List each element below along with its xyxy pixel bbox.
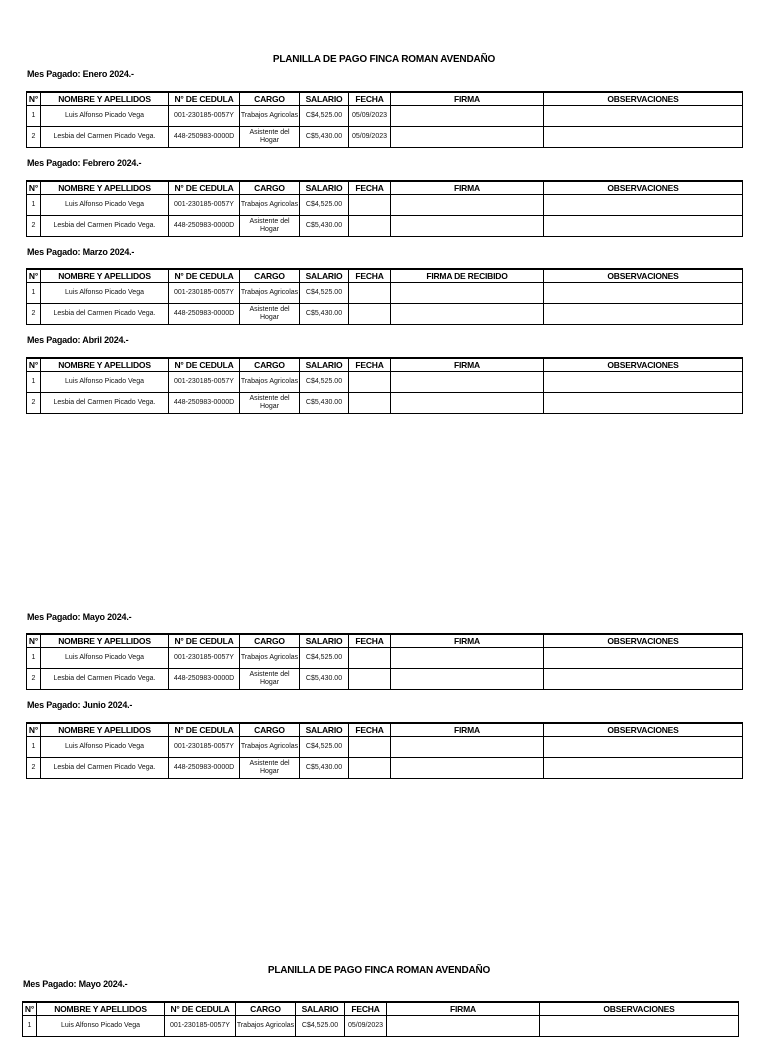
salario: C$5,430.00 [300, 304, 349, 325]
table-row [27, 127, 743, 148]
header-numero: N° [27, 358, 41, 372]
header-cedula: N° DE CEDULA [165, 1002, 236, 1016]
header-fecha: FECHA [349, 269, 391, 283]
employee-name: Luis Alfonso Picado Vega [41, 372, 169, 393]
header-cargo: CARGO [240, 92, 300, 106]
cargo: Asistente del Hogar [240, 304, 300, 325]
firma-cell [391, 195, 544, 216]
header-nombre: NOMBRE Y APELLIDOS [37, 1002, 165, 1016]
employee-name: Lesbia del Carmen Picado Vega. [41, 669, 169, 690]
header-cargo: CARGO [240, 634, 300, 648]
month-label: Mes Pagado: Marzo 2024.- [27, 247, 135, 257]
row-number: 2 [27, 304, 41, 325]
page-title-2: PLANILLA DE PAGO FINCA ROMAN AVENDAÑO [267, 965, 491, 976]
employee-name: Lesbia del Carmen Picado Vega. [41, 127, 169, 148]
row-number: 1 [27, 372, 41, 393]
table-header-row [27, 723, 743, 737]
header-cedula: N° DE CEDULA [169, 181, 240, 195]
firma-cell [391, 758, 544, 779]
header-cargo: CARGO [240, 269, 300, 283]
header-nombre: NOMBRE Y APELLIDOS [41, 269, 169, 283]
header-fecha: FECHA [349, 181, 391, 195]
cedula: 448-250983-0000D [169, 669, 240, 690]
header-fecha: FECHA [349, 634, 391, 648]
table-row [27, 283, 743, 304]
header-numero: N° [23, 1002, 37, 1016]
month-label: Mes Pagado: Mayo 2024.- [23, 979, 128, 989]
header-salario: SALARIO [296, 1002, 345, 1016]
table-row [27, 372, 743, 393]
employee-name: Luis Alfonso Picado Vega [41, 195, 169, 216]
table-row [27, 106, 743, 127]
header-nombre: NOMBRE Y APELLIDOS [41, 634, 169, 648]
row-number: 2 [27, 758, 41, 779]
cedula: 448-250983-0000D [169, 304, 240, 325]
observaciones-cell [544, 283, 743, 304]
header-cargo: CARGO [240, 723, 300, 737]
header-fecha: FECHA [345, 1002, 387, 1016]
firma-cell [391, 216, 544, 237]
payroll-table [26, 180, 743, 237]
month-label: Mes Pagado: Febrero 2024.- [27, 158, 142, 168]
header-salario: SALARIO [300, 181, 349, 195]
firma-cell [391, 106, 544, 127]
header-salario: SALARIO [300, 269, 349, 283]
payroll-table [22, 1001, 739, 1037]
fecha [349, 304, 391, 325]
header-firma: FIRMA [391, 358, 544, 372]
salario: C$4,525.00 [300, 195, 349, 216]
cargo: Trabajos Agricolas [240, 648, 300, 669]
row-number: 1 [27, 106, 41, 127]
table-row [27, 393, 743, 414]
employee-name: Luis Alfonso Picado Vega [41, 283, 169, 304]
fecha: 05/09/2023 [349, 106, 391, 127]
month-label: Mes Pagado: Abril 2024.- [27, 335, 129, 345]
employee-name: Lesbia del Carmen Picado Vega. [41, 758, 169, 779]
table-header-row [27, 269, 743, 283]
cedula: 001-230185-0057Y [169, 283, 240, 304]
employee-name: Lesbia del Carmen Picado Vega. [41, 216, 169, 237]
header-cedula: N° DE CEDULA [169, 723, 240, 737]
observaciones-cell [544, 669, 743, 690]
payroll-table [26, 633, 743, 690]
cargo: Asistente del Hogar [240, 669, 300, 690]
firma-cell [391, 283, 544, 304]
header-cedula: N° DE CEDULA [169, 269, 240, 283]
header-cedula: N° DE CEDULA [169, 92, 240, 106]
header-nombre: NOMBRE Y APELLIDOS [41, 723, 169, 737]
cargo: Trabajos Agricolas [240, 195, 300, 216]
fecha [349, 283, 391, 304]
firma-cell [391, 127, 544, 148]
salario: C$4,525.00 [296, 1016, 345, 1037]
cargo: Trabajos Agricolas [240, 283, 300, 304]
firma-cell [391, 737, 544, 758]
header-nombre: NOMBRE Y APELLIDOS [41, 92, 169, 106]
observaciones-cell [544, 195, 743, 216]
header-observaciones: OBSERVACIONES [540, 1002, 739, 1016]
cedula: 001-230185-0057Y [169, 372, 240, 393]
cargo: Asistente del Hogar [240, 127, 300, 148]
header-nombre: NOMBRE Y APELLIDOS [41, 358, 169, 372]
header-salario: SALARIO [300, 634, 349, 648]
cargo: Trabajos Agricolas [240, 372, 300, 393]
table-header-row [27, 181, 743, 195]
table-header-row [27, 92, 743, 106]
header-salario: SALARIO [300, 92, 349, 106]
row-number: 2 [27, 127, 41, 148]
row-number: 1 [23, 1016, 37, 1037]
salario: C$4,525.00 [300, 372, 349, 393]
fecha [349, 216, 391, 237]
table-row [27, 758, 743, 779]
cedula: 001-230185-0057Y [169, 106, 240, 127]
header-numero: N° [27, 181, 41, 195]
header-cargo: CARGO [236, 1002, 296, 1016]
firma-cell [391, 304, 544, 325]
header-salario: SALARIO [300, 723, 349, 737]
salario: C$4,525.00 [300, 283, 349, 304]
fecha [349, 648, 391, 669]
fecha [349, 195, 391, 216]
header-firma: FIRMA DE RECIBIDO [391, 269, 544, 283]
row-number: 1 [27, 737, 41, 758]
firma-cell [391, 648, 544, 669]
row-number: 1 [27, 283, 41, 304]
fecha [349, 737, 391, 758]
observaciones-cell [544, 127, 743, 148]
salario: C$5,430.00 [300, 216, 349, 237]
employee-name: Luis Alfonso Picado Vega [41, 648, 169, 669]
header-salario: SALARIO [300, 358, 349, 372]
month-label: Mes Pagado: Enero 2024.- [27, 69, 134, 79]
observaciones-cell [540, 1016, 739, 1037]
header-numero: N° [27, 92, 41, 106]
employee-name: Luis Alfonso Picado Vega [37, 1016, 165, 1037]
payroll-table [26, 357, 743, 414]
cedula: 001-230185-0057Y [169, 648, 240, 669]
table-row [27, 216, 743, 237]
table-row [27, 737, 743, 758]
header-numero: N° [27, 269, 41, 283]
observaciones-cell [544, 737, 743, 758]
month-label: Mes Pagado: Junio 2024.- [27, 700, 133, 710]
salario: C$4,525.00 [300, 737, 349, 758]
header-nombre: NOMBRE Y APELLIDOS [41, 181, 169, 195]
table-header-row [23, 1002, 739, 1016]
month-label: Mes Pagado: Mayo 2024.- [27, 612, 132, 622]
header-cargo: CARGO [240, 181, 300, 195]
cargo: Asistente del Hogar [240, 758, 300, 779]
cargo: Trabajos Agricolas [240, 106, 300, 127]
header-firma: FIRMA [391, 181, 544, 195]
fecha: 05/09/2023 [349, 127, 391, 148]
header-numero: N° [27, 723, 41, 737]
observaciones-cell [544, 304, 743, 325]
header-fecha: FECHA [349, 723, 391, 737]
salario: C$5,430.00 [300, 758, 349, 779]
firma-cell [391, 669, 544, 690]
cedula: 001-230185-0057Y [169, 737, 240, 758]
cedula: 448-250983-0000D [169, 216, 240, 237]
cedula: 448-250983-0000D [169, 127, 240, 148]
observaciones-cell [544, 372, 743, 393]
header-firma: FIRMA [391, 723, 544, 737]
header-fecha: FECHA [349, 358, 391, 372]
firma-cell [391, 372, 544, 393]
payroll-table [26, 91, 743, 148]
header-firma: FIRMA [391, 92, 544, 106]
row-number: 1 [27, 648, 41, 669]
cedula: 448-250983-0000D [169, 393, 240, 414]
payroll-table [26, 722, 743, 779]
observaciones-cell [544, 106, 743, 127]
row-number: 2 [27, 216, 41, 237]
table-row [27, 304, 743, 325]
salario: C$5,430.00 [300, 127, 349, 148]
header-firma: FIRMA [387, 1002, 540, 1016]
cargo: Asistente del Hogar [240, 216, 300, 237]
firma-cell [387, 1016, 540, 1037]
header-firma: FIRMA [391, 634, 544, 648]
cedula: 001-230185-0057Y [165, 1016, 236, 1037]
salario: C$5,430.00 [300, 393, 349, 414]
header-observaciones: OBSERVACIONES [544, 181, 743, 195]
salario: C$5,430.00 [300, 669, 349, 690]
header-observaciones: OBSERVACIONES [544, 92, 743, 106]
table-row [27, 648, 743, 669]
table-header-row [27, 634, 743, 648]
fecha [349, 669, 391, 690]
salario: C$4,525.00 [300, 648, 349, 669]
row-number: 2 [27, 393, 41, 414]
firma-cell [391, 393, 544, 414]
table-row [23, 1016, 739, 1037]
cargo: Trabajos Agricolas [240, 737, 300, 758]
observaciones-cell [544, 216, 743, 237]
fecha: 05/09/2023 [345, 1016, 387, 1037]
salario: C$4,525.00 [300, 106, 349, 127]
employee-name: Lesbia del Carmen Picado Vega. [41, 304, 169, 325]
employee-name: Lesbia del Carmen Picado Vega. [41, 393, 169, 414]
cedula: 001-230185-0057Y [169, 195, 240, 216]
observaciones-cell [544, 758, 743, 779]
row-number: 1 [27, 195, 41, 216]
header-cedula: N° DE CEDULA [169, 358, 240, 372]
header-observaciones: OBSERVACIONES [544, 358, 743, 372]
fecha [349, 758, 391, 779]
table-row [27, 669, 743, 690]
header-observaciones: OBSERVACIONES [544, 269, 743, 283]
fecha [349, 393, 391, 414]
observaciones-cell [544, 648, 743, 669]
row-number: 2 [27, 669, 41, 690]
header-observaciones: OBSERVACIONES [544, 723, 743, 737]
header-cedula: N° DE CEDULA [169, 634, 240, 648]
table-row [27, 195, 743, 216]
fecha [349, 372, 391, 393]
header-fecha: FECHA [349, 92, 391, 106]
table-header-row [27, 358, 743, 372]
cargo: Trabajos Agricolas [236, 1016, 296, 1037]
observaciones-cell [544, 393, 743, 414]
header-observaciones: OBSERVACIONES [544, 634, 743, 648]
employee-name: Luis Alfonso Picado Vega [41, 737, 169, 758]
payroll-table [26, 268, 743, 325]
cedula: 448-250983-0000D [169, 758, 240, 779]
header-cargo: CARGO [240, 358, 300, 372]
header-numero: N° [27, 634, 41, 648]
cargo: Asistente del Hogar [240, 393, 300, 414]
page-title: PLANILLA DE PAGO FINCA ROMAN AVENDAÑO [272, 54, 496, 65]
employee-name: Luis Alfonso Picado Vega [41, 106, 169, 127]
